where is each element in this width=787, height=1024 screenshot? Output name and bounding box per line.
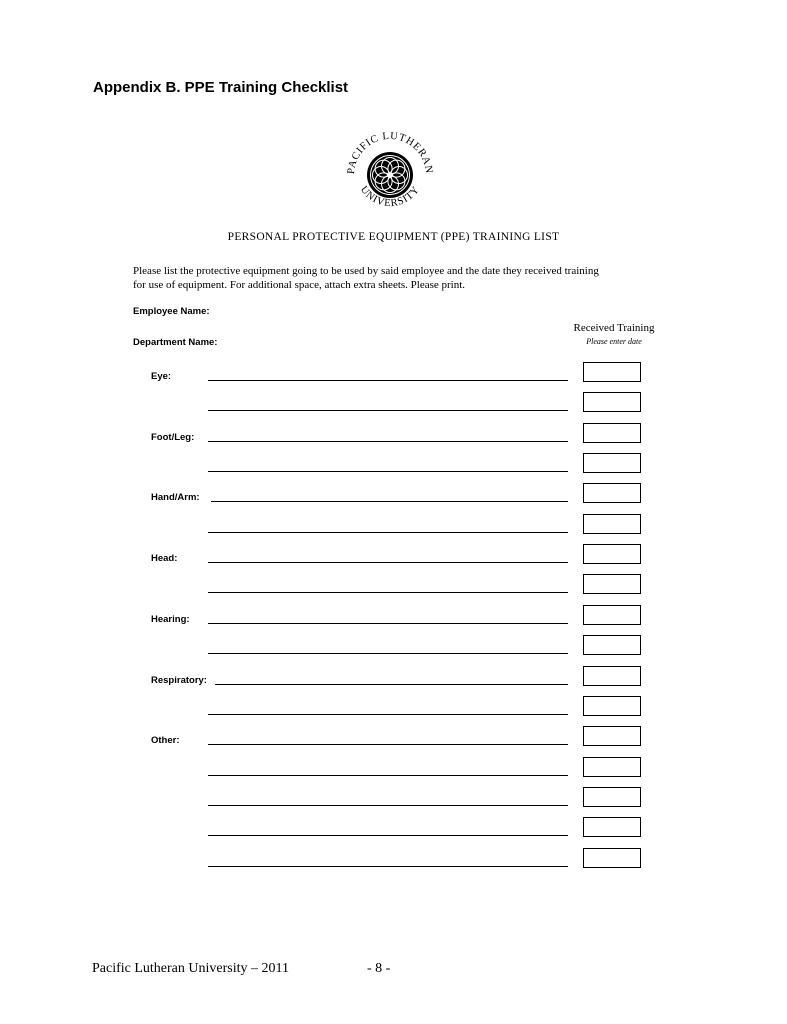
equipment-entry-line[interactable] [215, 684, 568, 685]
university-seal-logo [345, 128, 435, 218]
instructions-line: Please list the protective equipment going to be used by said employee and the date they received training [133, 265, 599, 277]
equipment-entry-line[interactable] [211, 501, 568, 502]
training-date-box[interactable] [583, 423, 641, 443]
training-date-box[interactable] [583, 726, 641, 746]
equipment-entry-line[interactable] [208, 410, 568, 411]
category-label: Head: [151, 553, 178, 565]
footer-institution: Pacific Lutheran University – 2011 [92, 961, 289, 976]
category-label: Other: [151, 735, 180, 747]
training-date-box[interactable] [583, 666, 641, 686]
equipment-entry-line[interactable] [208, 866, 568, 867]
equipment-entry-line[interactable] [208, 835, 568, 836]
svg-text:PACIFIC LUTHERAN: PACIFIC LUTHERAN [345, 130, 435, 175]
equipment-entry-line[interactable] [208, 623, 568, 624]
instructions [133, 264, 663, 292]
equipment-entry-line[interactable] [208, 805, 568, 806]
equipment-entry-line[interactable] [208, 532, 568, 533]
equipment-entry-line[interactable] [208, 380, 568, 381]
category-label: Respiratory: [151, 674, 207, 686]
category-label: Hand/Arm: [151, 492, 200, 504]
footer-page-number: - 8 - [367, 961, 391, 976]
training-date-box[interactable] [583, 848, 641, 868]
department-name-label: Department Name: [133, 337, 218, 348]
equipment-entry-line[interactable] [208, 653, 568, 654]
training-date-box[interactable] [583, 757, 641, 777]
training-date-box[interactable] [583, 392, 641, 412]
training-date-box[interactable] [583, 696, 641, 716]
equipment-entry-line[interactable] [208, 775, 568, 776]
equipment-entry-line[interactable] [208, 714, 568, 715]
training-date-box[interactable] [583, 514, 641, 534]
training-date-box[interactable] [583, 635, 641, 655]
equipment-entry-line[interactable] [208, 441, 568, 442]
equipment-entry-line[interactable] [208, 744, 568, 745]
training-date-box[interactable] [583, 362, 641, 382]
equipment-entry-line[interactable] [208, 471, 568, 472]
appendix-title: Appendix B. PPE Training Checklist [93, 79, 349, 96]
svg-text:UNIVERSITY: UNIVERSITY [357, 184, 423, 210]
received-training-heading: Received Training [573, 322, 655, 334]
equipment-entry-line[interactable] [208, 562, 568, 563]
form-title: PERSONAL PROTECTIVE EQUIPMENT (PPE) TRAINING LIST [227, 231, 560, 243]
employee-name-label: Employee Name: [133, 306, 210, 317]
training-date-box[interactable] [583, 453, 641, 473]
category-label: Hearing: [151, 613, 190, 625]
category-label: Foot/Leg: [151, 431, 195, 443]
instructions-line: for use of equipment. For additional space, attach extra sheets. Please print. [133, 279, 466, 291]
training-date-box[interactable] [583, 574, 641, 594]
training-date-box[interactable] [583, 483, 641, 503]
received-training-subheading: Please enter date [586, 337, 642, 346]
training-date-box[interactable] [583, 817, 641, 837]
equipment-entry-line[interactable] [208, 592, 568, 593]
training-date-box[interactable] [583, 787, 641, 807]
training-date-box[interactable] [583, 544, 641, 564]
category-label: Eye: [151, 371, 172, 382]
training-date-box[interactable] [583, 605, 641, 625]
